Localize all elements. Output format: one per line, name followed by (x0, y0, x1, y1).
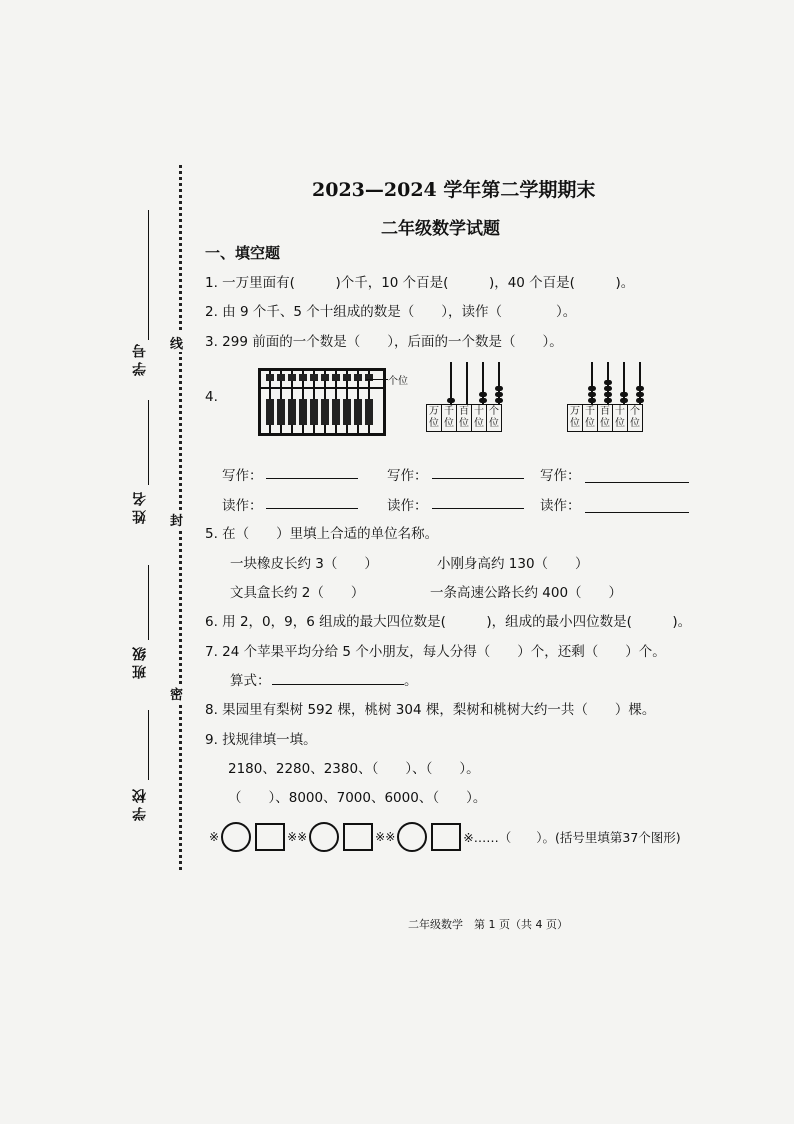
circle-shape-2 (309, 822, 339, 852)
name-label: 姓名 (132, 488, 148, 524)
student-id-field[interactable] (130, 210, 150, 380)
pv1-thousands: 千位 (442, 405, 457, 432)
class-line (148, 565, 149, 640)
question-7[interactable]: 7. 24 个苹果平均分给 5 个小朋友，每人分得（ ）个，还剩（ ）个。 (205, 644, 666, 660)
q4-write-answer-1[interactable] (266, 478, 358, 479)
pv2-ten-thousands: 万位 (568, 405, 583, 432)
seal-mark-line: 线 (170, 333, 183, 352)
exam-subtitle: 二年级数学试题 (381, 219, 500, 239)
pv2-tens: 十位 (613, 405, 628, 432)
q7-formula-answer[interactable] (272, 684, 404, 685)
question-2[interactable]: 2. 由 9 个千、5 个十组成的数是（ ），读作（ ）。 (205, 304, 577, 320)
seal-mark-secret: 密 (170, 684, 183, 703)
q7-formula-label: 算式： (230, 673, 271, 689)
q4-write-label-1: 写作： (222, 468, 263, 484)
q7-formula-end: 。 (404, 673, 418, 689)
question-6[interactable]: 6. 用 2，0，9，6 组成的最大四位数是( )，组成的最小四位数是( )。 (205, 614, 692, 630)
q9-shape-pattern[interactable] (207, 822, 683, 856)
section-heading: 一、填空题 (205, 244, 281, 262)
abacus-ones-label: 个位 (388, 376, 408, 387)
seal-mark-seal: 封 (170, 510, 183, 529)
school-line (148, 710, 149, 780)
question-5: 5. 在（ ）里填上合适的单位名称。 (205, 526, 439, 542)
page-footer: 二年级数学 第 1 页（共 4 页） (408, 918, 568, 931)
square-shape-2 (343, 823, 373, 851)
school-field[interactable] (130, 710, 150, 840)
name-line (148, 400, 149, 485)
q4-read-answer-1[interactable] (266, 508, 358, 509)
q4-write-label-2: 写作： (387, 468, 428, 484)
question-8[interactable]: 8. 果园里有梨树 592 棵，桃树 304 棵，梨树和桃树大约一共（ ）棵。 (205, 702, 656, 718)
pattern-question-text: ※……（ ）。(括号里填第37个图形) (463, 830, 681, 845)
reference-mark-1: ※ (209, 830, 220, 844)
q4-read-label-1: 读作： (222, 498, 263, 514)
exam-title: 2023—2024 学年第二学期期末 (312, 179, 596, 201)
pv1-hundreds: 百位 (457, 405, 472, 432)
question-9: 9. 找规律填一填。 (205, 732, 317, 748)
abacus-pointer-line (366, 379, 388, 380)
q4-write-answer-2[interactable] (432, 478, 524, 479)
q4-read-answer-2[interactable] (432, 508, 524, 509)
circle-shape-1 (221, 822, 251, 852)
question-1[interactable]: 1. 一万里面有( )个千，10 个百是( )，40 个百是( )。 (205, 275, 635, 291)
q4-read-label-2: 读作： (387, 498, 428, 514)
abacus-upper-beads (266, 374, 376, 381)
class-label: 班级 (132, 643, 148, 679)
name-field[interactable] (130, 400, 150, 550)
pv2-hundreds: 百位 (598, 405, 613, 432)
q9-sequence-2[interactable]: （ ）、8000、7000、6000、（ ）。 (228, 790, 487, 806)
place-value-chart-1 (426, 360, 506, 432)
q4-read-answer-3[interactable] (585, 512, 689, 513)
q5-item-height[interactable]: 小刚身高约 130（ ） (437, 556, 589, 572)
pv2-ones: 个位 (628, 405, 643, 432)
place-value-chart-2 (567, 360, 647, 432)
student-id-label: 学号 (132, 340, 148, 376)
question-4-number: 4. (205, 389, 218, 405)
q5-item-highway[interactable]: 一条高速公路长约 400（ ） (430, 585, 623, 601)
pv2-thousands: 千位 (583, 405, 598, 432)
q5-item-eraser[interactable]: 一块橡皮长约 3（ ） (230, 556, 378, 572)
q4-write-label-3: 写作： (540, 468, 581, 484)
square-shape-3 (431, 823, 461, 851)
pv1-tens: 十位 (472, 405, 487, 432)
school-label: 学校 (132, 785, 148, 821)
circle-shape-3 (397, 822, 427, 852)
pv1-ones: 个位 (487, 405, 502, 432)
reference-mark-3: ※※ (375, 830, 396, 844)
student-id-line (148, 210, 149, 340)
q9-sequence-1[interactable]: 2180、2280、2380、（ ）、（ ）。 (228, 761, 480, 777)
question-3[interactable]: 3. 299 前面的一个数是（ ），后面的一个数是（ ）。 (205, 334, 563, 350)
abacus-lower-beads (266, 399, 376, 425)
reference-mark-2: ※※ (287, 830, 308, 844)
q4-write-answer-3[interactable] (585, 482, 689, 483)
square-shape-1 (255, 823, 285, 851)
class-field[interactable] (130, 565, 150, 705)
q4-read-label-3: 读作： (540, 498, 581, 514)
q5-item-pencil-box[interactable]: 文具盒长约 2（ ） (230, 585, 365, 601)
pv1-ten-thousands: 万位 (427, 405, 442, 432)
